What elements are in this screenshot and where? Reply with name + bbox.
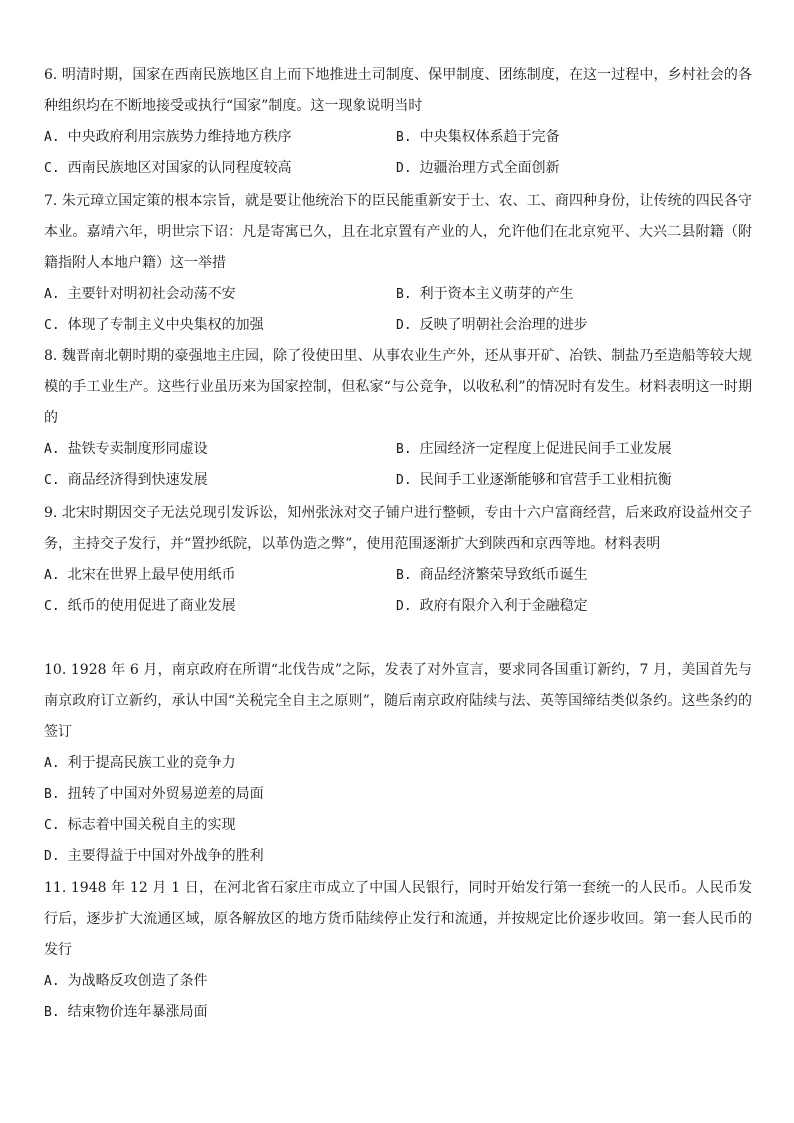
- question-stem: 7. 朱元璋立国定策的根本宗旨，就是要让他统治下的臣民能重新安于士、农、工、商四种身份，让传统的四民各守本业。嘉靖六年，明世宗下诏：凡是寄寓已久，且在北京置有产业的人，允许他们在北京宛平、大兴二县附籍（附籍指附人本地户籍）这一举措: [44, 193, 752, 271]
- option-c: [44, 591, 396, 622]
- question-8: [44, 341, 752, 496]
- question-10: [44, 655, 752, 872]
- option-text: 盐铁专卖制度形同虚设: [67, 441, 208, 457]
- option-b: [396, 279, 748, 310]
- option-text: 利于资本主义萌芽的产生: [419, 286, 574, 302]
- option-text: 北宋在世界上最早使用纸币: [67, 567, 236, 583]
- option-text: 商品经济繁荣导致纸币诞生: [419, 567, 588, 583]
- option-text: 标志着中国关税自主的实现: [67, 817, 236, 833]
- option-d: [396, 153, 748, 184]
- option-letter: B.: [396, 130, 412, 145]
- option-text: 结束物价连年暴涨局面: [67, 1004, 208, 1020]
- option-letter: B.: [396, 287, 412, 302]
- option-letter: A.: [44, 130, 60, 145]
- option-letter: C.: [44, 599, 60, 614]
- option-a: [44, 434, 396, 465]
- option-text: 主要得益于中国对外战争的胜利: [67, 848, 264, 864]
- question-6: [44, 60, 752, 184]
- option-b: [396, 560, 748, 591]
- option-letter: C.: [44, 318, 60, 333]
- option-text: 民间手工业逐渐能够和官营手工业相抗衡: [419, 472, 672, 488]
- option-text: 庄园经济一定程度上促进民间手工业发展: [419, 441, 672, 457]
- option-a: [44, 560, 396, 591]
- option-d: [44, 841, 752, 872]
- option-text: 商品经济得到快速发展: [67, 472, 208, 488]
- question-stem: 11. 1948 年 12 月 1 日，在河北省石家庄市成立了中国人民银行，同时开始发行第一套统一的人民币。人民币发行后，逐步扩大流通区域，原各解放区的地方货币陆续停止发行和流通，并按规定比价逐步收回。第一套人民币的发行: [44, 880, 752, 958]
- option-b: [44, 779, 752, 810]
- question-stem: 10. 1928 年 6 月，南京政府在所谓“北伐告成”之际，发表了对外宣言，要求同各国重订新约，7 月，美国首先与南京政府订立新约，承认中国“关税完全自主之原则”，随后南京政府陆续与法、英等国缔结类似条约。这些条约的签订: [44, 662, 752, 740]
- option-a: [44, 966, 752, 997]
- option-letter: D.: [396, 473, 412, 488]
- option-letter: B.: [44, 1005, 60, 1020]
- option-letter: C.: [44, 161, 60, 176]
- option-text: 西南民族地区对国家的认同程度较高: [67, 160, 292, 176]
- option-text: 政府有限介入利于金融稳定: [419, 598, 588, 614]
- option-text: 纸币的使用促进了商业发展: [67, 598, 236, 614]
- option-b: [44, 997, 752, 1028]
- option-letter: B.: [396, 568, 412, 583]
- option-a: [44, 748, 752, 779]
- option-text: 为战略反攻创造了条件: [67, 973, 208, 989]
- option-b: [396, 434, 748, 465]
- option-letter: D.: [396, 599, 412, 614]
- question-stem: 9. 北宋时期因交子无法兑现引发诉讼，知州张泳对交子铺户进行整顿，专由十六户富商经营，后来政府设益州交子务，主持交子发行，并“置抄纸院，以革伪造之弊”，使用范围逐渐扩大到陕西和京西等地。材料表明: [44, 505, 752, 552]
- option-a: [44, 122, 396, 153]
- question-9: [44, 498, 752, 622]
- option-text: 扭转了中国对外贸易逆差的局面: [67, 786, 264, 802]
- option-text: 主要针对明初社会动荡不安: [67, 286, 236, 302]
- option-letter: A.: [44, 974, 60, 989]
- option-a: [44, 279, 396, 310]
- question-11: [44, 873, 752, 1028]
- option-text: 中央政府利用宗族势力维持地方秩序: [67, 129, 292, 145]
- option-text: 体现了专制主义中央集权的加强: [67, 317, 264, 333]
- option-letter: B.: [44, 787, 60, 802]
- option-text: 边疆治理方式全面创新: [419, 160, 560, 176]
- option-letter: A.: [44, 568, 60, 583]
- option-letter: C.: [44, 473, 60, 488]
- option-d: [396, 310, 748, 341]
- question-stem: 8. 魏晋南北朝时期的豪强地主庄园，除了役使田里、从事农业生产外，还从事开矿、冶铁、制盐乃至造船等较大规模的手工业生产。这些行业虽历来为国家控制，但私家“与公竞争，以收私利”的情况时有发生。材料表明这一时期的: [44, 348, 752, 426]
- option-letter: A.: [44, 287, 60, 302]
- option-d: [396, 591, 748, 622]
- option-c: [44, 153, 396, 184]
- option-letter: C.: [44, 818, 60, 833]
- option-text: 中央集权体系趋于完备: [419, 129, 560, 145]
- option-c: [44, 810, 752, 841]
- option-letter: B.: [396, 442, 412, 457]
- option-text: 利于提高民族工业的竞争力: [67, 755, 236, 771]
- option-c: [44, 465, 396, 496]
- option-d: [396, 465, 748, 496]
- question-stem: 6. 明清时期，国家在西南民族地区自上而下地推进土司制度、保甲制度、团练制度，在这一过程中，乡村社会的各种组织均在不断地接受或执行“国家”制度。这一现象说明当时: [44, 67, 752, 114]
- option-letter: D.: [396, 318, 412, 333]
- option-text: 反映了明朝社会治理的进步: [419, 317, 588, 333]
- option-letter: A.: [44, 756, 60, 771]
- option-letter: D.: [396, 161, 412, 176]
- option-letter: D.: [44, 849, 60, 864]
- question-7: [44, 186, 752, 341]
- option-c: [44, 310, 396, 341]
- option-letter: A.: [44, 442, 60, 457]
- option-b: [396, 122, 748, 153]
